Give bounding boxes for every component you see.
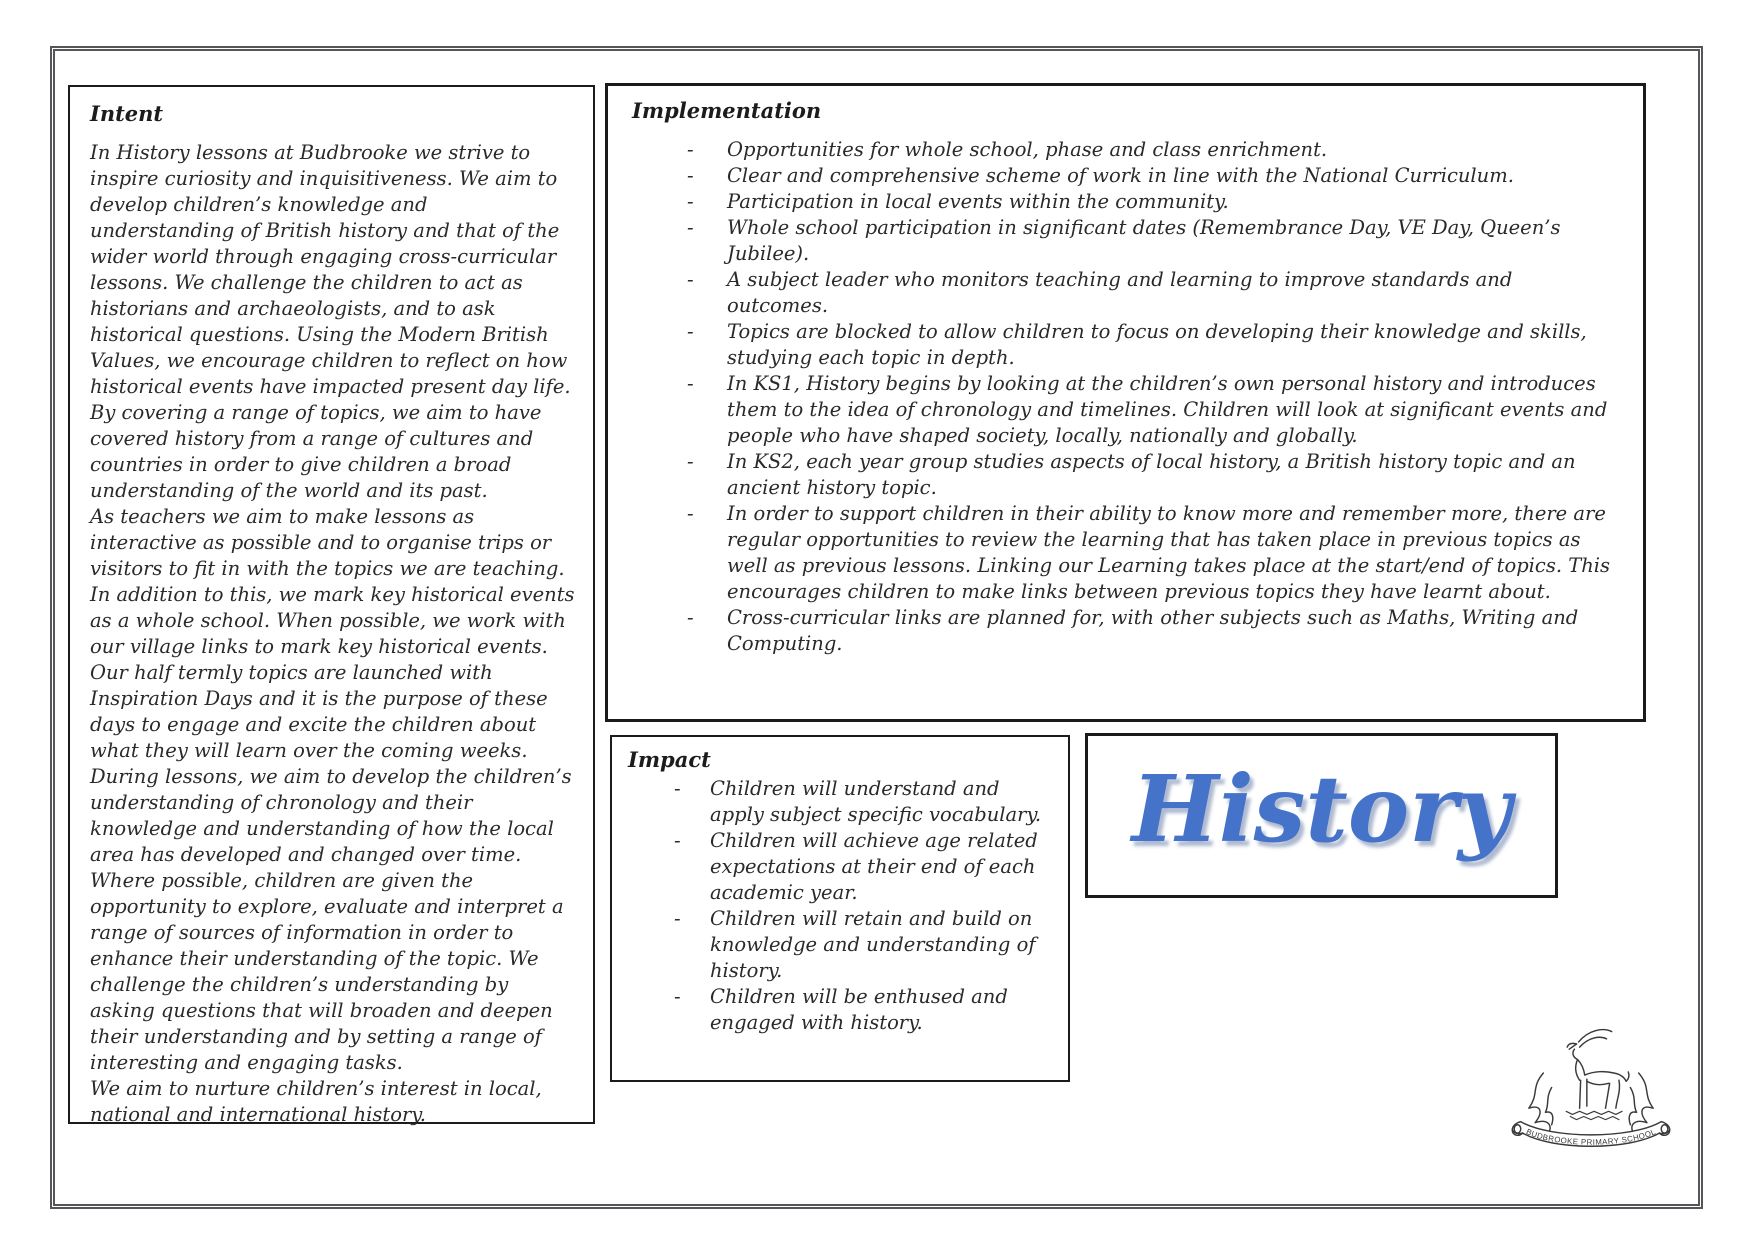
impact-bullet-list [628,776,1054,1036]
ground-icon [1566,1111,1622,1119]
mantling-left-icon [1529,1073,1553,1131]
implementation-title: Implementation [632,98,822,123]
stag-crest-icon [1496,1015,1686,1160]
implementation-bullet: - Whole school participation in significant dates (Remembrance Day, VE Day, Queen’s Jubilee). [632,215,1617,267]
impact-bullet: - Children will be enthused and engaged with history. [628,984,1054,1036]
intent-paragraph: During lessons, we aim to develop the children’s understanding of chronology and their knowledge and understanding of how the local area has developed and changed over time. Where possible, children are given the opportunity to explore, evaluate and interpret a range of sources of information in order to enhance their understanding of the topic. We challenge the children’s understanding by asking questions that will broaden and deepen their understanding and by setting a range of interesting and engaging tasks. [90,765,572,1074]
implementation-bullet: - Opportunities for whole school, phase and class enrichment. [632,137,1617,163]
impact-bullet: - Children will achieve age related expectations at their end of each academic year. [628,828,1054,906]
implementation-box [605,83,1646,722]
implementation-bullet: - Clear and comprehensive scheme of work in line with the National Curriculum. [632,163,1617,189]
history-title: History [1131,754,1512,863]
implementation-bullet: - Cross-curricular links are planned for, with other subjects such as Maths, Writing and Computing. [632,605,1617,657]
intent-box [68,85,595,1124]
implementation-bullet: - In KS2, each year group studies aspects of local history, a British history topic and an ancient history topic. [632,449,1617,501]
implementation-bullet: - Participation in local events within the community. [632,189,1617,215]
implementation-bullet-list [632,137,1617,657]
history-box [1085,733,1558,898]
school-logo [1496,1015,1686,1160]
implementation-bullet: - Topics are blocked to allow children to focus on developing their knowledge and skills, studying each topic in depth. [632,319,1617,371]
impact-bullet: - Children will retain and build on knowledge and understanding of history. [628,906,1054,984]
intent-paragraphs [90,140,577,1128]
intent-paragraph: In History lessons at Budbrooke we strive to inspire curiosity and inquisitiveness. We aim to develop children’s knowledge and understanding of British history and that of the wider world through engaging cross-curricular lessons. We challenge the children to act as historians and archaeologists, and to ask historical questions. Using the Modern British Values, we encourage children to reflect on how historical events have impacted present day life. By covering a range of topics, we aim to have covered history from a range of cultures and countries in order to give children a broad understanding of the world and its past. [90,141,571,502]
mantling-right-icon [1629,1073,1653,1131]
impact-box [610,735,1070,1082]
implementation-bullet: - A subject leader who monitors teaching and learning to improve standards and outcomes. [632,267,1617,319]
implementation-bullet: - In KS1, History begins by looking at the children’s own personal history and introduces them to the idea of chronology and timelines. Children will look at significant events and people who have shaped society, locally, nationally and globally. [632,371,1617,449]
stag-icon [1567,1030,1629,1109]
intent-paragraph: As teachers we aim to make lessons as interactive as possible and to organise trips or visitors to fit in with the topics we are teaching. In addition to this, we mark key historical events as a whole school. When possible, we work with our village links to mark key historical events. Our half termly topics are launched with Inspiration Days and it is the purpose of these days to engage and excite the children about what they will learn over the coming weeks. [90,505,575,762]
intent-paragraph: We aim to nurture children’s interest in local, national and international history. [90,1077,542,1126]
intent-title: Intent [90,101,164,126]
school-name-text: BUDBROOKE PRIMARY SCHOOL [1524,1127,1658,1147]
impact-bullet: - Children will understand and apply subject specific vocabulary. [628,776,1054,828]
impact-title: Impact [628,747,711,772]
implementation-bullet: - In order to support children in their ability to know more and remember more, there are regular opportunities to review the learning that has taken place in previous topics as well as previous lessons. Linking our Learning takes place at the start/end of topics. This encourages children to make links between previous topics they have learnt about. [632,501,1617,605]
